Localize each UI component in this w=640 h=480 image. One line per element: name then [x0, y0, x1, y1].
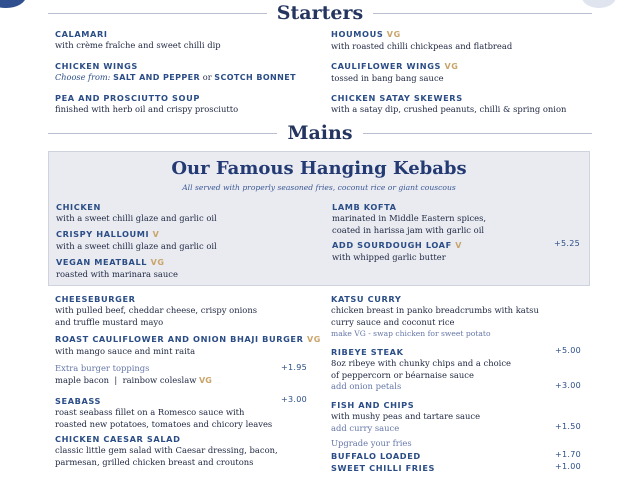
- item-name: RIBEYE STEAK: [331, 347, 404, 357]
- vegan-tag: VG: [444, 62, 459, 71]
- upgrade-option: BUFFALO LOADED: [331, 450, 421, 461]
- menu-item: [56, 228, 326, 253]
- kebab-subtitle: All served with properly seasoned fries, coconut rice or giant couscous: [182, 183, 456, 192]
- item-name: CHICKEN: [56, 202, 101, 212]
- item-name: PEA AND PROSCIUTTO SOUP: [55, 93, 200, 103]
- addon-label: add curry sauce: [331, 422, 400, 433]
- menu-item: [55, 433, 325, 468]
- kebab-title: Our Famous Hanging Kebabs: [171, 158, 467, 179]
- extra-option: maple bacon: [55, 374, 110, 385]
- mains-title: Mains: [277, 122, 362, 144]
- upgrade-price: +1.00: [554, 462, 581, 471]
- mains-heading: [0, 120, 640, 146]
- upgrade-label: Upgrade your fries: [331, 438, 412, 448]
- item-description-line1: 8oz ribeye with chunky chips and a choice: [331, 358, 512, 368]
- option-scotch-bonnet: SCOTCH BONNET: [214, 73, 296, 82]
- extra-option: rainbow coleslaw: [122, 374, 197, 385]
- item-name: CHICKEN WINGS: [55, 61, 138, 71]
- item-name: CHICKEN SATAY SKEWERS: [331, 93, 463, 103]
- item-description: with mushy peas and tartare sauce: [331, 411, 481, 421]
- item-description-line1: roast seabass fillet on a Romesco sauce with: [55, 407, 245, 417]
- item-name-text: ROAST CAULIFLOWER AND ONION BHAJI BURGER: [55, 334, 304, 344]
- vegetarian-tag: V: [152, 230, 160, 239]
- vegan-tag: VG: [150, 258, 165, 267]
- menu-item: [55, 92, 325, 116]
- menu-item: [331, 28, 601, 53]
- separator: |: [114, 374, 118, 385]
- vegetarian-tag: V: [455, 241, 463, 250]
- menu-item: [55, 28, 325, 52]
- item-description: roasted with marinara sauce: [56, 269, 178, 279]
- item-description: with mango sauce and mint raita: [55, 346, 196, 356]
- item-name-text: ADD SOURDOUGH LOAF: [332, 240, 452, 250]
- vegan-tag: VG: [386, 30, 401, 39]
- addon-price: +1.50: [554, 422, 581, 431]
- item-description-line1: chicken breast in panko breadcrumbs with katsu: [331, 305, 539, 315]
- item-name: [331, 60, 601, 73]
- item-name: KATSU CURRY: [331, 294, 402, 304]
- item-name: [331, 28, 601, 41]
- item-name: CHICKEN CAESAR SALAD: [55, 434, 181, 444]
- item-price: +5.25: [553, 239, 580, 248]
- item-options: [55, 72, 325, 84]
- item-price: +3.00: [280, 395, 307, 404]
- extras-options: [55, 375, 325, 387]
- item-description-line1: marinated in Middle Eastern spices,: [332, 213, 487, 223]
- item-description: with a satay dip, crushed peanuts, chilli & spring onion: [331, 104, 567, 114]
- item-name: LAMB KOFTA: [332, 202, 397, 212]
- item-name: [55, 333, 325, 346]
- vegan-tag: VG: [306, 335, 321, 344]
- item-name: FISH AND CHIPS: [331, 400, 415, 410]
- kebab-section: [48, 151, 590, 286]
- menu-item: [55, 60, 325, 84]
- menu-item: [331, 293, 601, 340]
- item-name-text: CAULIFLOWER WINGS: [331, 61, 442, 71]
- item-description: with roasted chilli chickpeas and flatbread: [331, 41, 513, 51]
- item-description-line2: and truffle mustard mayo: [55, 316, 164, 327]
- item-name: SEABASS: [55, 396, 102, 406]
- item-description-line1: classic little gem salad with Caesar dressing, bacon,: [55, 445, 278, 455]
- upgrade-price: +1.70: [554, 450, 581, 459]
- vegan-swap-note: make VG - swap chicken for sweet potato: [331, 329, 491, 338]
- item-name-text: VEGAN MEATBALL: [56, 257, 148, 267]
- item-description-line2: curry sauce and coconut rice: [331, 316, 455, 327]
- menu-item: [55, 293, 325, 328]
- addon-price: +3.00: [554, 381, 581, 390]
- item-description: with a sweet chilli glaze and garlic oil: [56, 213, 217, 223]
- item-name: CHEESEBURGER: [55, 294, 136, 304]
- item-name-text: HOUMOUS: [331, 29, 384, 39]
- choose-label: Choose from:: [55, 72, 111, 82]
- item-name: CALAMARI: [55, 29, 108, 39]
- item-description: with a sweet chilli glaze and garlic oil: [56, 241, 217, 251]
- item-price: +1.95: [280, 363, 307, 372]
- menu-item: [332, 201, 602, 236]
- item-description: with crème fraîche and sweet chilli dip: [55, 40, 221, 50]
- starters-heading: [0, 0, 640, 26]
- item-description-line2: of peppercorn or béarnaise sauce: [331, 369, 474, 380]
- or-text: or: [202, 72, 212, 82]
- menu-item: [331, 92, 601, 116]
- item-description: finished with herb oil and crispy prosciutto: [55, 104, 239, 114]
- extras-label: Extra burger toppings: [55, 363, 150, 373]
- menu-item: [331, 60, 601, 85]
- menu-item: [55, 333, 325, 358]
- item-description-line2: roasted new potatoes, tomatoes and chicory leaves: [55, 418, 273, 429]
- option-salt-pepper: SALT AND PEPPER: [113, 73, 201, 82]
- item-price: +5.00: [554, 346, 581, 355]
- item-description: tossed in bang bang sauce: [331, 73, 444, 83]
- item-name-text: CRISPY HALLOUMI: [56, 229, 150, 239]
- menu-item: [56, 201, 326, 225]
- addon-label: add onion petals: [331, 381, 402, 391]
- menu-item: [56, 256, 326, 281]
- item-description-line1: with pulled beef, cheddar cheese, crispy onions: [55, 305, 258, 315]
- item-name: [56, 256, 326, 269]
- vegan-tag: VG: [199, 375, 212, 385]
- item-description-line2: coated in harissa jam with garlic oil: [332, 224, 485, 235]
- item-name: [56, 228, 326, 241]
- item-description-line2: parmesan, grilled chicken breast and croutons: [55, 456, 254, 467]
- upgrade-option: SWEET CHILLI FRIES: [331, 462, 436, 473]
- starters-title: Starters: [267, 2, 373, 24]
- item-description: with whipped garlic butter: [332, 252, 446, 262]
